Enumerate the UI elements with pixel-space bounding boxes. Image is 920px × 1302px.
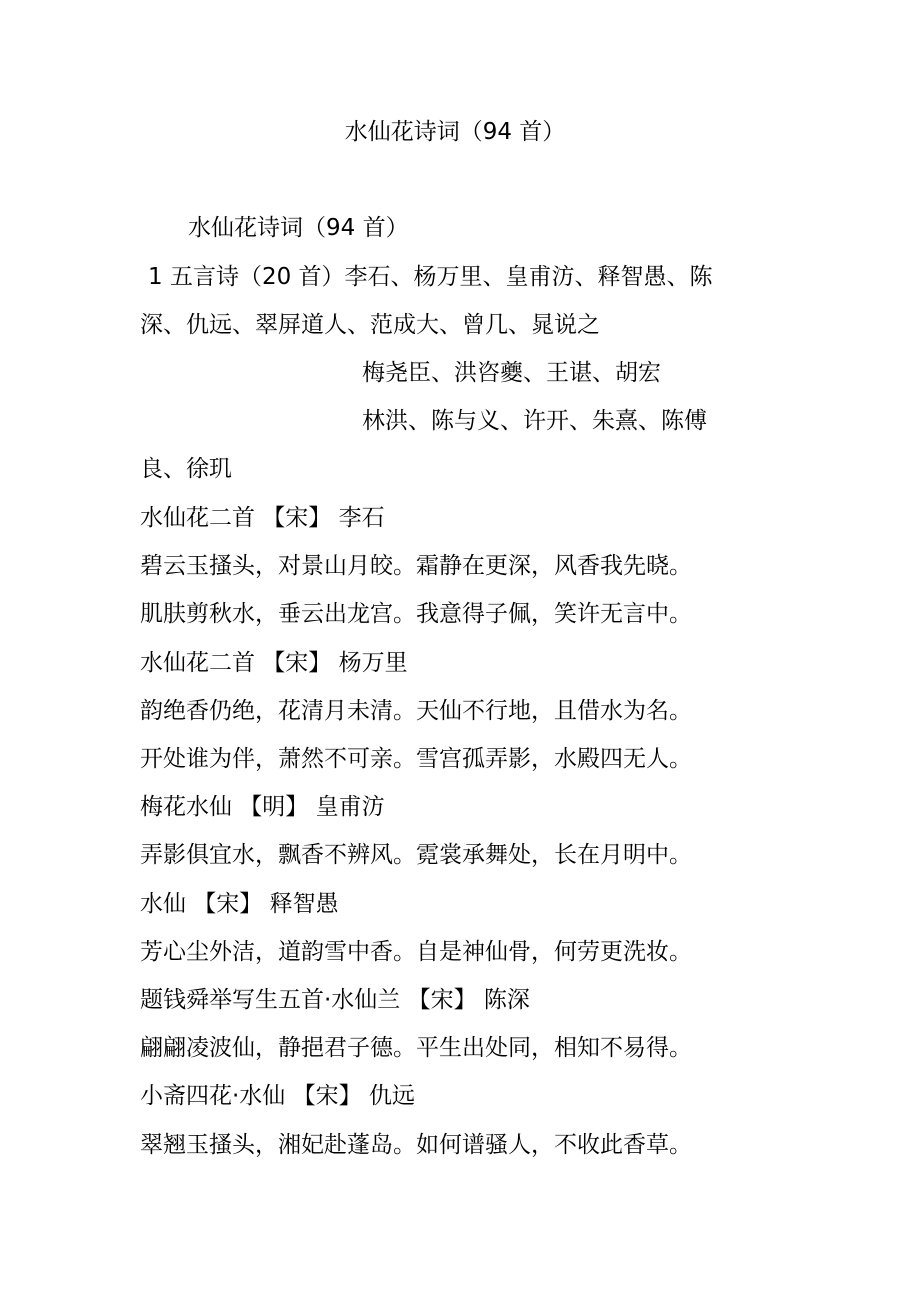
poem-line: 翠翘玉搔头，湘妃赴蓬岛。如何谱骚人，不收此香草。 (140, 1131, 692, 1158)
toc-line: 1 五言诗（20 首）李石、杨万里、皇甫汸、释智愚、陈 (148, 264, 713, 290)
poem-line: 芳心尘外洁，道韵雪中香。自是神仙骨，何劳更洗妆。 (140, 938, 692, 965)
poem-line: 弄影俱宜水，飘香不辨风。霓裳承舞处，长在月明中。 (140, 842, 692, 869)
poem-title: 水仙 【宋】 释智愚 (140, 890, 339, 917)
toc-line: 深、仇远、翠屏道人、范成大、曾几、晁说之 (140, 312, 600, 338)
toc-line: 梅尧臣、洪咨夔、王谌、胡宏 (362, 360, 661, 386)
poem-line: 开处谁为伴，萧然不可亲。雪宫孤弄影，水殿四无人。 (140, 746, 692, 772)
heading: 水仙花诗词（94 首） (188, 215, 409, 241)
toc-line: 良、徐玑 (140, 456, 232, 482)
poem-line: 碧云玉搔头，对景山月皎。霜静在更深，风香我先晓。 (140, 553, 692, 580)
poem-title: 水仙花二首 【宋】 李石 (140, 505, 385, 531)
poem-title: 梅花水仙 【明】 皇甫汸 (140, 794, 385, 821)
poem-title: 小斋四花·水仙 【宋】 仇远 (140, 1083, 415, 1110)
poem-line: 肌肤剪秋水，垂云出龙宫。我意得子佩，笑许无言中。 (140, 601, 692, 628)
document-title: 水仙花诗词（94 首） (344, 119, 566, 145)
poem-line: 翩翩凌波仙，静挹君子德。平生出处同，相知不易得。 (140, 1035, 692, 1062)
poem-title: 题钱舜举写生五首·水仙兰 【宋】 陈深 (140, 987, 530, 1013)
poem-line: 韵绝香仍绝，花清月未清。天仙不行地，且借水为名。 (140, 697, 692, 724)
poem-title: 水仙花二首 【宋】 杨万里 (140, 649, 408, 676)
toc-line: 林洪、陈与义、许开、朱熹、陈傅 (362, 408, 707, 434)
